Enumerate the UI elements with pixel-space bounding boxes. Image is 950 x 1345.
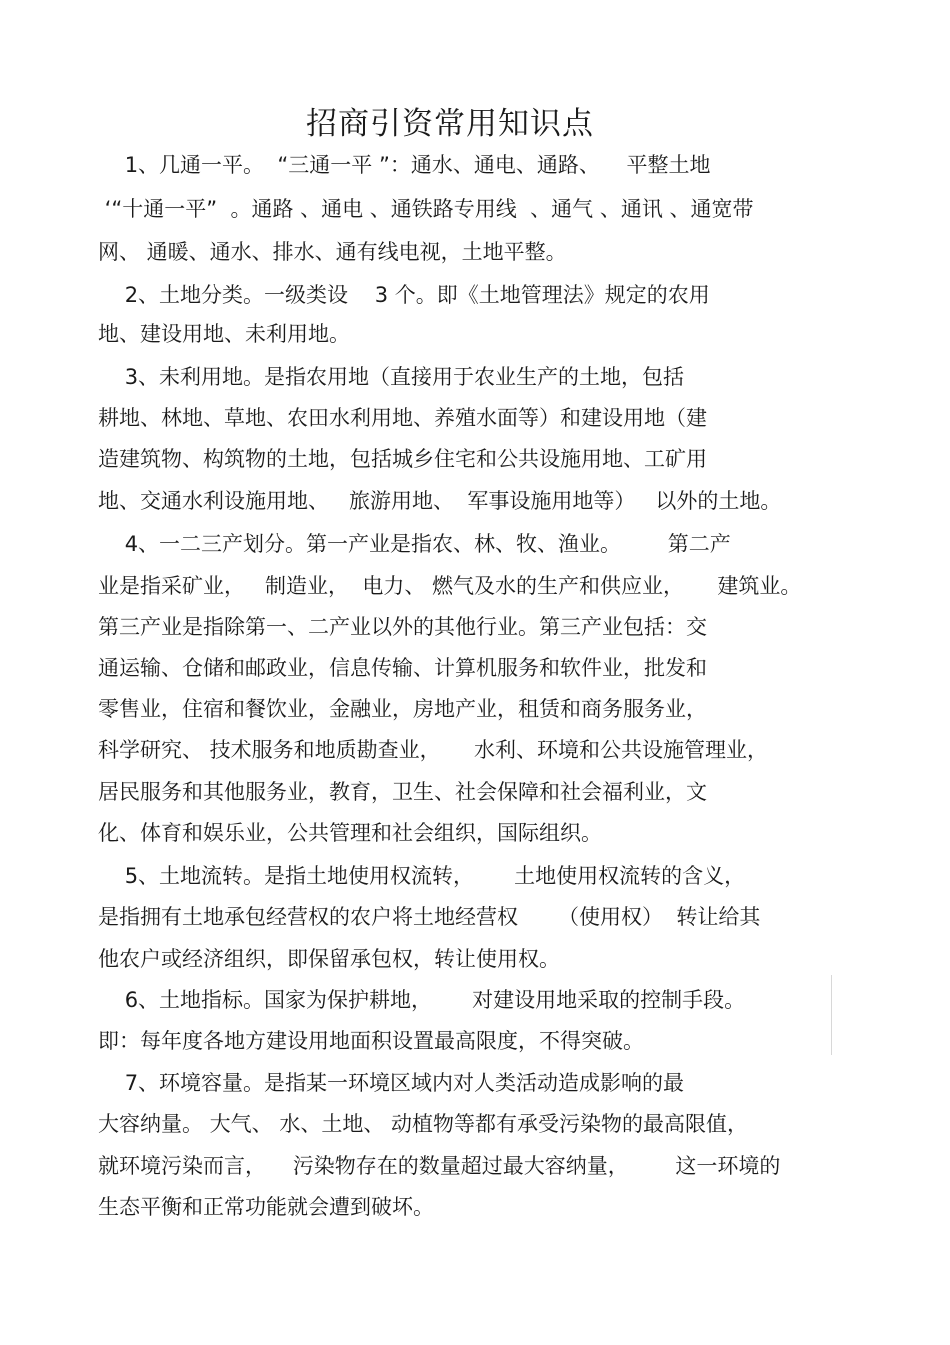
text-line: 他农户或经济组织，即保留承包权，转让使用权。 (98, 947, 560, 971)
text-line: 4、一二三产划分。第一产业是指农、林、牧、渔业。 第二产 (98, 532, 731, 556)
text-line: 是指拥有土地承包经营权的农户将土地经营权 （使用权） 转让给其 (98, 905, 761, 929)
text-line: 5、土地流转。是指土地使用权流转， 土地使用权流转的含义， (98, 864, 746, 888)
text-line: 通运输、仓储和邮政业，信息传输、计算机服务和软件业，批发和 (98, 656, 707, 680)
text-line: 居民服务和其他服务业，教育，卫生、社会保障和社会福利业，文 (98, 780, 707, 804)
text-line: 1、几通一平。 “三通一平 ”：通水、通电、通路、 平整土地 (98, 153, 711, 177)
text-line: 地、建设用地、未利用地。 (98, 322, 350, 346)
text-line: 大容纳量。 大气、 水、土地、 动植物等都有承受污染物的最高限值， (98, 1112, 749, 1136)
document-title: 招商引资常用知识点 (306, 106, 594, 142)
text-line: 零售业，住宿和餐饮业，金融业，房地产业，租赁和商务服务业， (98, 697, 707, 721)
text-line: 化、体育和娱乐业，公共管理和社会组织，国际组织。 (98, 821, 602, 845)
text-line: ‘“十通一平” 。通路 、通电 、通铁路专用线 、通气 、通讯 、通宽带 (98, 197, 754, 221)
text-line: 网、 通暖、通水、排水、通有线电视，土地平整。 (98, 240, 567, 264)
text-line: 地、交通水利设施用地、 旅游用地、 军事设施用地等） 以外的土地。 (98, 489, 782, 513)
text-line: 第三产业是指除第一、二产业以外的其他行业。第三产业包括：交 (98, 615, 707, 639)
text-line: 就环境污染而言， 污染物存在的数量超过最大容纳量， 这一环境的 (98, 1154, 781, 1178)
text-line: 耕地、林地、草地、农田水利用地、养殖水面等）和建设用地（建 (98, 406, 707, 430)
text-line: 业是指采矿业， 制造业， 电力、 燃气及水的生产和供应业， 建筑业。 (98, 574, 802, 598)
text-line: 造建筑物、构筑物的土地，包括城乡住宅和公共设施用地、工矿用 (98, 447, 707, 471)
text-line: 7、环境容量。是指某一环境区域内对人类活动造成影响的最 (98, 1071, 685, 1095)
text-line: 即：每年度各地方建设用地面积设置最高限度，不得突破。 (98, 1029, 644, 1053)
margin-rule (831, 975, 832, 1055)
text-line: 科学研究、 技术服务和地质勘查业， 水利、环境和公共设施管理业， (98, 738, 769, 762)
text-line: 6、土地指标。国家为保护耕地， 对建设用地采取的控制手段。 (98, 988, 746, 1012)
text-line: 生态平衡和正常功能就会遭到破坏。 (98, 1195, 434, 1219)
text-line: 3、未利用地。是指农用地（直接用于农业生产的土地，包括 (98, 365, 685, 389)
text-line: 2、土地分类。一级类设 3 个。即《土地管理法》规定的农用 (98, 283, 710, 307)
